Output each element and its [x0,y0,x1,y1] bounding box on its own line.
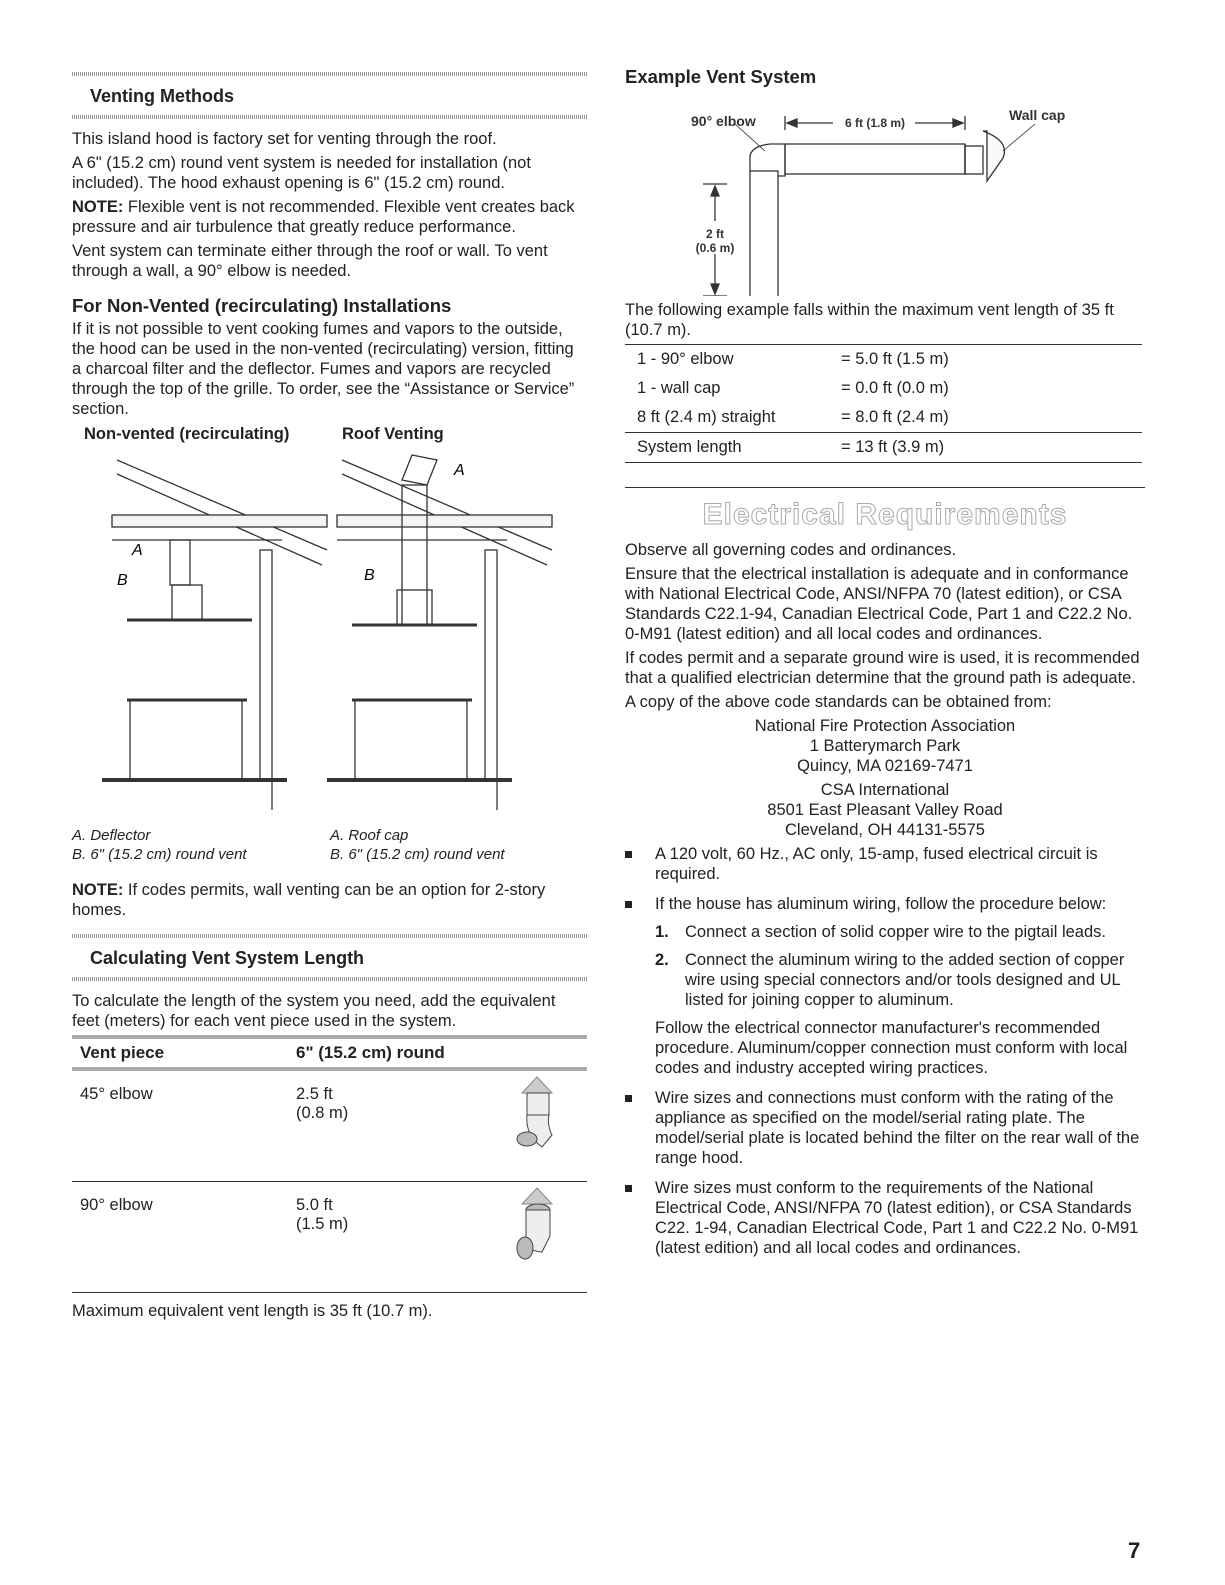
step-text: Connect the aluminum wiring to the added section of copper wire using special connectors and/or tools designed and UL listed for joining copper to aluminum. [685,951,1125,1009]
address-line: 1 Batterymarch Park [809,737,961,755]
table-row [625,374,1142,403]
label-height-ft: 2 ft [706,227,724,241]
step-number: 1. [655,923,669,941]
table-row [625,345,1142,375]
table-row [72,1182,587,1293]
caption-right [330,826,588,864]
figure-titles [84,425,587,444]
note-text: Flexible vent is not recommended. Flexible vent creates back pressure and air turbulence that greatly reduce performance. [72,198,575,236]
length-m: (0.8 m) [296,1104,349,1122]
step-item [655,950,1145,1010]
paragraph: If codes permit and a separate ground wire is used, it is recommended that a qualified electrician determine that the ground path is adequate. [625,649,1140,687]
label-90-elbow: 90° elbow [691,113,756,129]
list-item: Wire sizes must conform to the requirements of the National Electrical Code, ANSI/NFPA 70 (latest edition), or CSA Standards C22. 1-94, Canadian Electrical Code, Part 1 and C22.2 No. 0-M91 (latest edition) and all local codes and ordinances. [625,1178,1145,1258]
total-name: System length [625,433,829,463]
paragraph: This island hood is factory set for venting through the roof. [72,130,497,148]
item-value: = 8.0 ft (2.4 m) [841,408,949,426]
caption-deflector: A. Deflector [72,827,151,844]
vent-piece-name: 45° elbow [80,1085,153,1103]
column-header-vent-piece: Vent piece [80,1043,165,1062]
figure-captions [72,826,587,864]
divider [72,977,587,981]
address-line: CSA International [820,781,950,799]
item-name: 1 - wall cap [637,379,721,397]
note-text: If codes permits, wall venting can be an option for 2-story homes. [72,881,546,919]
note-paragraph [72,880,587,920]
column-header-round: 6" (15.2 cm) round [296,1043,445,1062]
table-row [72,1069,587,1182]
section-heading-example: Example Vent System [625,66,817,87]
length-ft: 5.0 ft [296,1196,333,1214]
diagram-label-a-right: A [454,462,465,479]
caption-round-vent: B. 6" (15.2 cm) round vent [330,846,505,863]
subheading-non-vented: For Non-Vented (recirculating) Installations [72,295,452,316]
paragraph: A copy of the above code standards can be obtained from: [625,693,1052,711]
vent-piece-length [288,1069,587,1182]
item-name: 8 ft (2.4 m) straight [637,408,776,426]
note-label: NOTE: [72,198,124,216]
label-length: 6 ft (1.8 m) [844,116,906,130]
section-heading-venting-methods: Venting Methods [90,86,234,106]
label-wall-cap: Wall cap [1009,107,1066,123]
item-value: = 5.0 ft (1.5 m) [841,350,949,368]
follow-text: Follow the electrical connector manufacturer's recommended procedure. Aluminum/copper connection must conform with local codes and industry accepted wiring practices. [655,1019,1128,1077]
paragraph: Observe all governing codes and ordinances. [625,541,957,559]
total-value: = 13 ft (3.9 m) [829,433,1142,463]
caption-roof-cap: A. Roof cap [330,827,409,844]
step-number: 2. [655,951,669,969]
list-item: Wire sizes and connections must conform with the rating of the appliance as specified on the model/serial rating plate. The model/serial plate is located behind the filter on the rear wall of the range hood. [625,1088,1145,1168]
vent-piece-name: 90° elbow [80,1196,153,1214]
length-m: (1.5 m) [296,1215,349,1233]
example-intro: The following example falls within the maximum vent length of 35 ft (10.7 m). [625,301,1114,339]
vent-piece-length [288,1182,587,1293]
divider [625,487,1145,488]
left-column [72,60,587,1325]
diagram-label-b-left: B [117,572,128,589]
paragraph: To calculate the length of the system you need, add the equivalent feet (meters) for each vent piece used in the system. [72,992,556,1030]
caption-round-vent: B. 6" (15.2 cm) round vent [72,846,247,863]
figure-title-roof-venting: Roof Venting [342,425,444,443]
section-heading-calculating: Calculating Vent System Length [90,948,365,968]
paragraph: If it is not possible to vent cooking fumes and vapors to the outside, the hood can be used in the non-vented (recirculating) version, fitting a charcoal filter and the deflector. Fumes and vapors are recycled through the top of the grille. To order, see the “Assistance or Service” section. [72,320,575,418]
diagram-label-b-right: B [364,567,375,584]
step-item [655,922,1145,942]
table-header-row [72,1037,587,1069]
address-nfpa [625,716,1145,776]
paragraph: Ensure that the electrical installation is adequate and in conformance with National Electrical Code, ANSI/NFPA 70 (latest edition), or CSA Standards C22.1-94, Canadian Electrical Code, Part 1 and C22.2 No. 0-M91 (latest edition) and all local codes and ordinances. [625,565,1133,643]
figure-title-non-vented: Non-vented (recirculating) [84,425,290,443]
address-line: National Fire Protection Association [754,717,1016,735]
length-ft: 2.5 ft [296,1085,333,1103]
table-total-row [625,433,1142,463]
list-item [625,894,1145,1078]
aluminum-steps [655,922,1145,1010]
example-length-table [625,344,1142,463]
address-line: Quincy, MA 02169-7471 [797,757,973,775]
list-item-text: If the house has aluminum wiring, follow the procedure below: [655,895,1107,913]
installation-diagrams [72,450,587,820]
address-line: 8501 East Pleasant Valley Road [767,801,1003,819]
paragraph: Vent system can terminate either through the roof or wall. To vent through a wall, a 90° elbow is needed. [72,242,548,280]
note-label: NOTE: [72,881,124,899]
elbow-90-icon [507,1186,567,1266]
address-csa [625,780,1145,840]
diagram-label-a-left: A [132,542,143,559]
step-text: Connect a section of solid copper wire to the pigtail leads. [685,923,1106,941]
page-number: 7 [1128,1538,1141,1563]
paragraph: A 6" (15.2 cm) round vent system is needed for installation (not included). The hood exhaust opening is 6" (15.2 cm) round. [72,154,531,192]
caption-left [72,826,330,864]
address-line: Cleveland, OH 44131-5575 [785,821,985,839]
note-paragraph [72,197,587,237]
elbow-45-icon [507,1075,567,1155]
max-length-note: Maximum equivalent vent length is 35 ft (10.7 m). [72,1302,433,1320]
requirements-list [625,844,1145,1258]
table-row [625,403,1142,433]
section-heading-electrical: Electrical Requirements [702,498,1068,531]
right-column [625,60,1145,1268]
list-item: A 120 volt, 60 Hz., AC only, 15-amp, fused electrical circuit is required. [625,844,1145,884]
vent-piece-table [72,1035,587,1293]
label-height-m: (0.6 m) [695,241,735,255]
example-vent-diagram [625,96,1145,296]
divider [72,115,587,119]
item-name: 1 - 90° elbow [637,350,734,368]
item-value: = 0.0 ft (0.0 m) [841,379,949,397]
